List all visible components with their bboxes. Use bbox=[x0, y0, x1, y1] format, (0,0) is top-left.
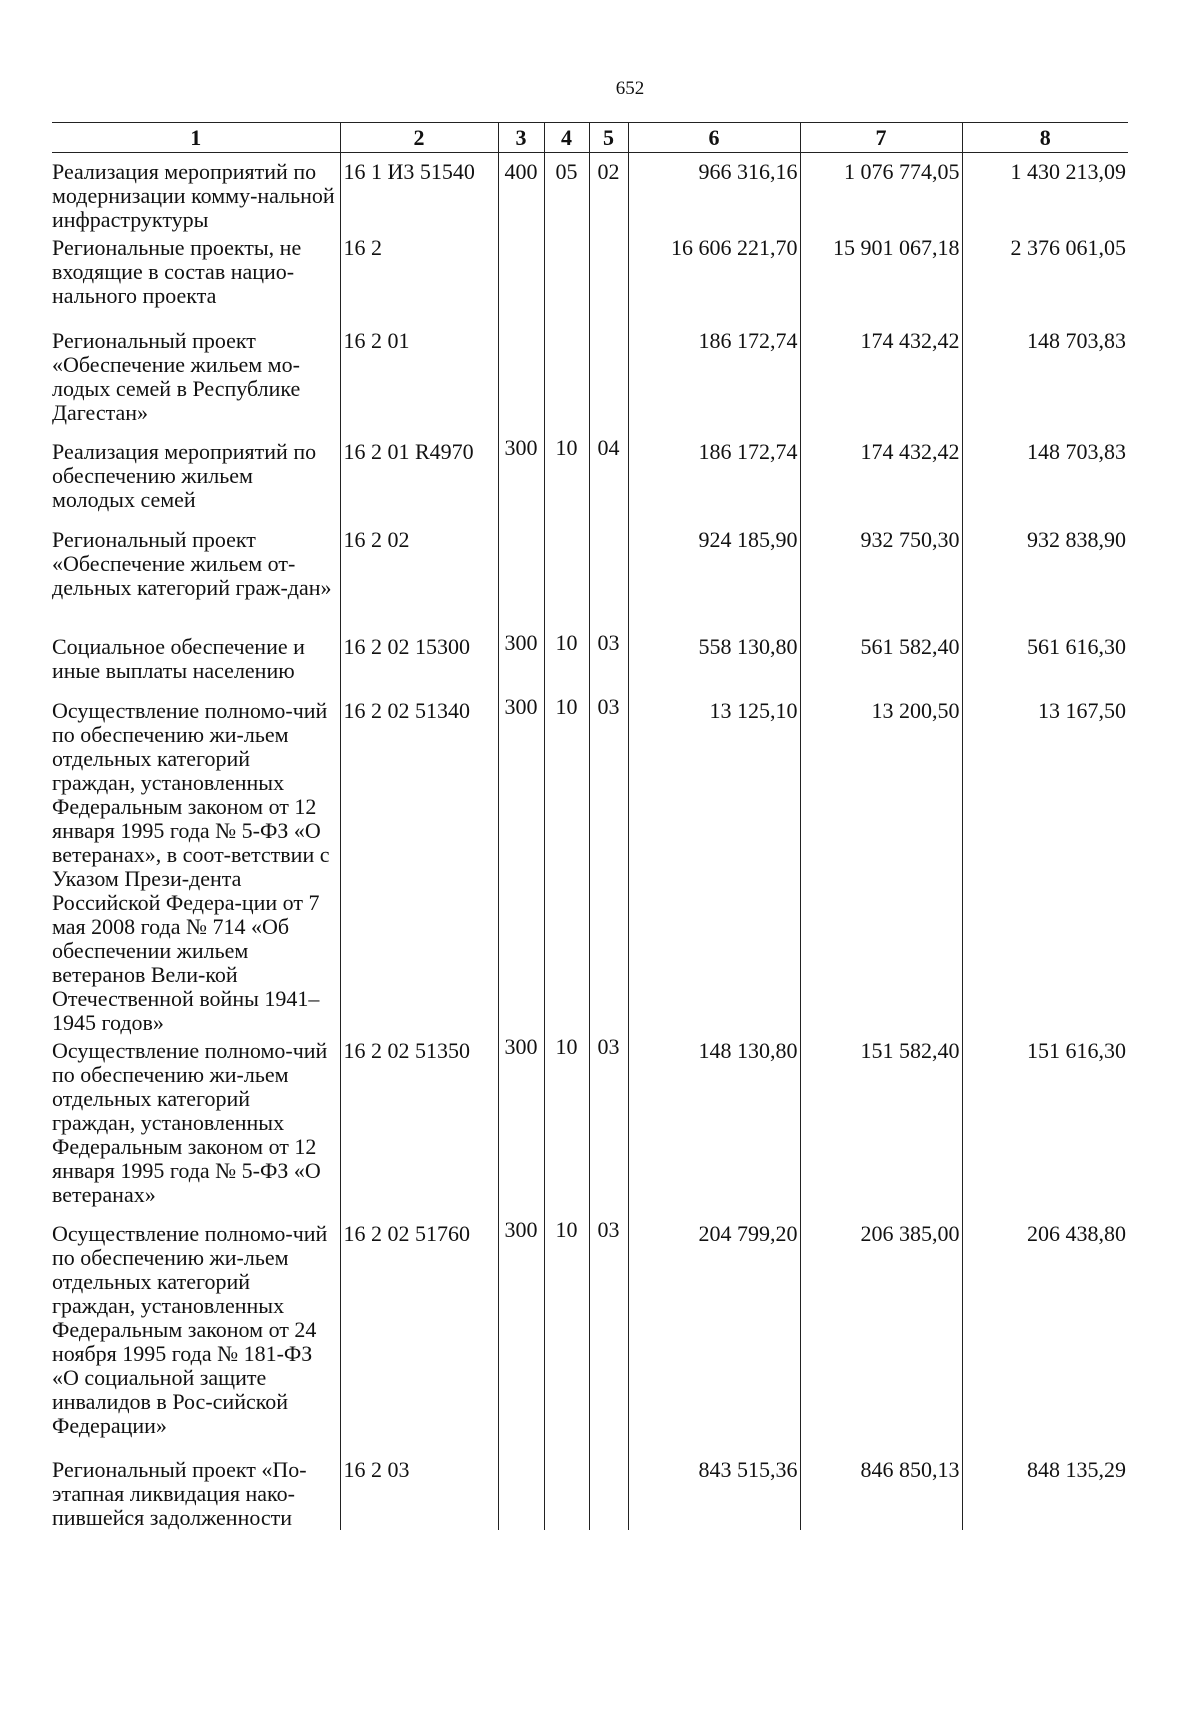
cell-amount-col8: 151 616,30 bbox=[962, 1035, 1128, 1218]
cell-amount-col6: 204 799,20 bbox=[628, 1218, 800, 1454]
cell-amount-col8: 2 376 061,05 bbox=[962, 232, 1128, 325]
cell-expense-type: 300 bbox=[498, 436, 544, 524]
table-header bbox=[52, 123, 1128, 153]
cell-subsection bbox=[589, 325, 628, 436]
cell-subsection: 03 bbox=[589, 631, 628, 695]
cell-amount-col6: 924 185,90 bbox=[628, 524, 800, 631]
cell-classification-code: 16 2 02 15300 bbox=[340, 631, 498, 695]
cell-amount-col8: 561 616,30 bbox=[962, 631, 1128, 695]
table-row bbox=[52, 524, 1128, 631]
table-row bbox=[52, 232, 1128, 325]
cell-amount-col6: 13 125,10 bbox=[628, 695, 800, 1035]
header-col-3: 3 bbox=[498, 123, 544, 153]
header-col-6: 6 bbox=[628, 123, 800, 153]
cell-classification-code: 16 2 02 51340 bbox=[340, 695, 498, 1035]
header-row bbox=[52, 123, 1128, 153]
cell-description: Региональный проект «По-этапная ликвидация нако-пившейся задолженности bbox=[52, 1457, 307, 1530]
table-row bbox=[52, 1454, 1128, 1530]
budget-table bbox=[52, 122, 1128, 1530]
cell-description: Реализация мероприятий по обеспечению жильем молодых семей bbox=[52, 439, 317, 512]
cell-expense-type: 300 bbox=[498, 1035, 544, 1218]
cell-section: 10 bbox=[544, 631, 589, 695]
cell-subsection bbox=[589, 524, 628, 631]
cell-classification-code: 16 2 02 bbox=[340, 524, 498, 631]
cell-amount-col6: 558 130,80 bbox=[628, 631, 800, 695]
cell-description: Региональные проекты, не входящие в состав нацио-нального проекта bbox=[52, 235, 302, 308]
cell-amount-col6: 966 316,16 bbox=[628, 153, 800, 233]
cell-amount-col7: 151 582,40 bbox=[800, 1035, 962, 1218]
cell-description: Региональный проект «Обеспечение жильем мо-лодых семей в Республике Дагестан» bbox=[52, 328, 301, 425]
cell-expense-type: 300 bbox=[498, 631, 544, 695]
cell-expense-type bbox=[498, 524, 544, 631]
cell-amount-col8: 148 703,83 bbox=[962, 325, 1128, 436]
table-row bbox=[52, 1035, 1128, 1218]
cell-section: 10 bbox=[544, 436, 589, 524]
table-row bbox=[52, 1218, 1128, 1454]
table-row bbox=[52, 436, 1128, 524]
cell-amount-col8: 148 703,83 bbox=[962, 436, 1128, 524]
cell-section bbox=[544, 524, 589, 631]
cell-amount-col8: 1 430 213,09 bbox=[962, 153, 1128, 233]
cell-subsection: 03 bbox=[589, 1218, 628, 1454]
cell-expense-type bbox=[498, 325, 544, 436]
table-row bbox=[52, 695, 1128, 1035]
cell-classification-code: 16 2 03 bbox=[340, 1454, 498, 1530]
cell-subsection: 02 bbox=[589, 153, 628, 233]
cell-description: Осуществление полномо-чий по обеспечению жи-льем отдельных категорий граждан, установленных Федеральным законом от 12 января 1995 года № 5-ФЗ «О ветеранах», в соот-ветствии с Указом Прези-дента Российской Федера-ции от 7 мая 2008 года № 714 «Об обеспечении жильем ветеранов Вели-кой Отечественной войны 1941–1945 годов» bbox=[52, 698, 330, 1035]
header-col-7: 7 bbox=[800, 123, 962, 153]
cell-section bbox=[544, 325, 589, 436]
cell-subsection: 03 bbox=[589, 1035, 628, 1218]
cell-description: Социальное обеспечение и иные выплаты населению bbox=[52, 634, 305, 683]
header-col-1: 1 bbox=[52, 123, 340, 153]
cell-amount-col6: 186 172,74 bbox=[628, 436, 800, 524]
cell-amount-col6: 186 172,74 bbox=[628, 325, 800, 436]
table-row bbox=[52, 325, 1128, 436]
cell-amount-col7: 15 901 067,18 bbox=[800, 232, 962, 325]
cell-expense-type bbox=[498, 232, 544, 325]
header-col-4: 4 bbox=[544, 123, 589, 153]
cell-amount-col6: 843 515,36 bbox=[628, 1454, 800, 1530]
cell-amount-col7: 932 750,30 bbox=[800, 524, 962, 631]
cell-description: Осуществление полномо-чий по обеспечению жи-льем отдельных категорий граждан, установленных Федеральным законом от 12 января 1995 года № 5-ФЗ «О ветеранах» bbox=[52, 1038, 328, 1207]
cell-amount-col8: 206 438,80 bbox=[962, 1218, 1128, 1454]
cell-expense-type: 300 bbox=[498, 695, 544, 1035]
cell-classification-code: 16 2 02 51760 bbox=[340, 1218, 498, 1454]
cell-amount-col7: 206 385,00 bbox=[800, 1218, 962, 1454]
page-number: 652 bbox=[615, 78, 645, 99]
table-row bbox=[52, 153, 1128, 233]
cell-amount-col7: 846 850,13 bbox=[800, 1454, 962, 1530]
cell-amount-col7: 13 200,50 bbox=[800, 695, 962, 1035]
cell-amount-col7: 1 076 774,05 bbox=[800, 153, 962, 233]
cell-section: 10 bbox=[544, 1218, 589, 1454]
cell-amount-col7: 174 432,42 bbox=[800, 325, 962, 436]
cell-classification-code: 16 2 bbox=[340, 232, 498, 325]
cell-classification-code: 16 2 02 51350 bbox=[340, 1035, 498, 1218]
cell-section: 10 bbox=[544, 1035, 589, 1218]
cell-classification-code: 16 2 01 R4970 bbox=[340, 436, 498, 524]
cell-classification-code: 16 2 01 bbox=[340, 325, 498, 436]
cell-section: 10 bbox=[544, 695, 589, 1035]
cell-section: 05 bbox=[544, 153, 589, 233]
cell-subsection: 04 bbox=[589, 436, 628, 524]
cell-amount-col7: 561 582,40 bbox=[800, 631, 962, 695]
cell-section bbox=[544, 232, 589, 325]
cell-expense-type: 400 bbox=[498, 153, 544, 233]
cell-description: Осуществление полномо-чий по обеспечению жи-льем отдельных категорий граждан, установленных Федеральным законом от 24 ноября 1995 года № 181-ФЗ «О социальной защите инвалидов в Рос-сийской Федерации» bbox=[52, 1221, 328, 1438]
cell-subsection bbox=[589, 232, 628, 325]
cell-section bbox=[544, 1454, 589, 1530]
table-row bbox=[52, 631, 1128, 695]
cell-classification-code: 16 1 И3 51540 bbox=[340, 153, 498, 233]
header-col-2: 2 bbox=[340, 123, 498, 153]
cell-amount-col8: 848 135,29 bbox=[962, 1454, 1128, 1530]
cell-amount-col6: 16 606 221,70 bbox=[628, 232, 800, 325]
table-body bbox=[52, 153, 1128, 1531]
cell-subsection: 03 bbox=[589, 695, 628, 1035]
cell-amount-col8: 932 838,90 bbox=[962, 524, 1128, 631]
cell-description: Региональный проект «Обеспечение жильем от-дельных категорий граж-дан» bbox=[52, 527, 332, 600]
cell-expense-type bbox=[498, 1454, 544, 1530]
cell-expense-type: 300 bbox=[498, 1218, 544, 1454]
header-col-8: 8 bbox=[962, 123, 1128, 153]
cell-amount-col8: 13 167,50 bbox=[962, 695, 1128, 1035]
cell-subsection bbox=[589, 1454, 628, 1530]
header-col-5: 5 bbox=[589, 123, 628, 153]
cell-amount-col7: 174 432,42 bbox=[800, 436, 962, 524]
cell-amount-col6: 148 130,80 bbox=[628, 1035, 800, 1218]
cell-description: Реализация мероприятий по модернизации комму-нальной инфраструктуры bbox=[52, 159, 335, 232]
